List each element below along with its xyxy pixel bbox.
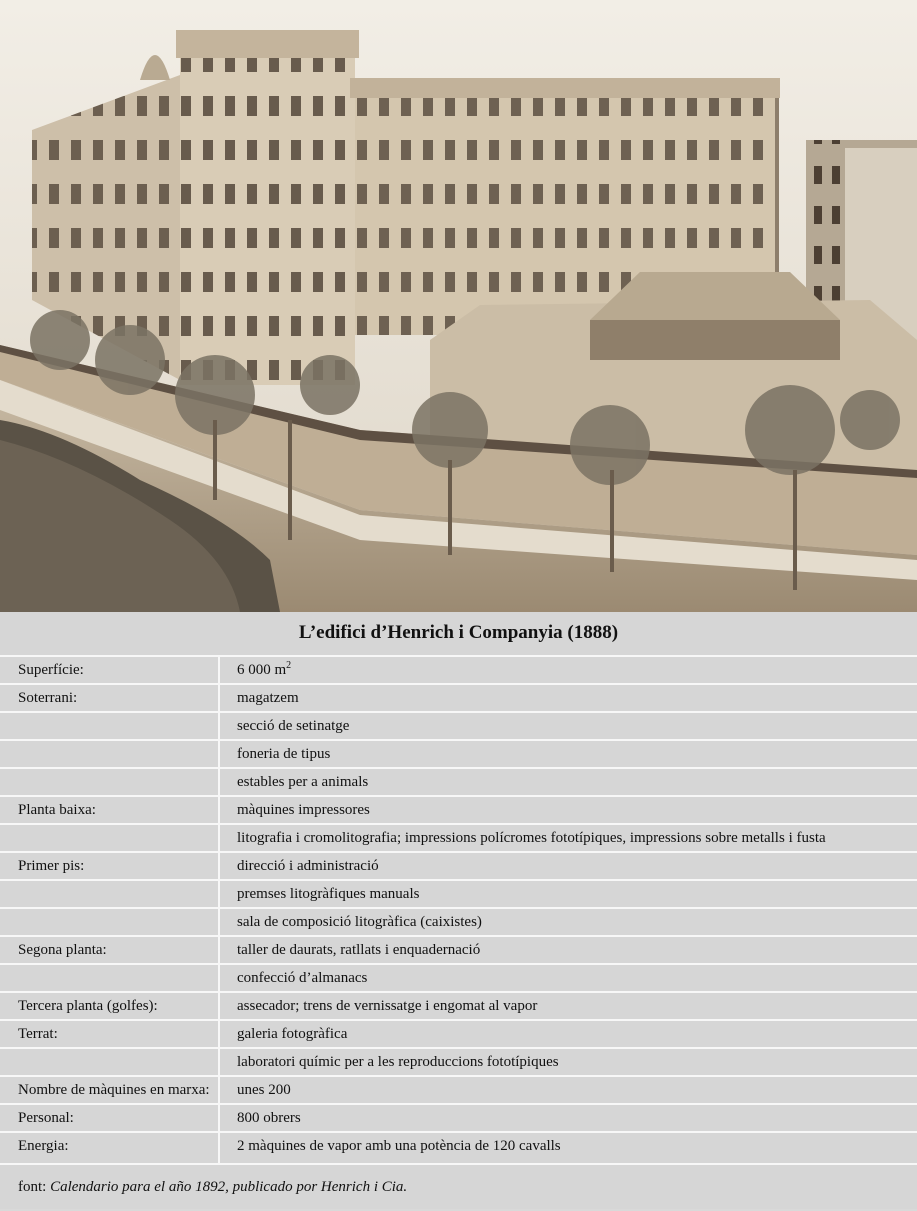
row-value-text: magatzem [237,690,299,706]
table-row [0,1019,917,1047]
table-row [0,991,917,1019]
row-label: Nombre de màquines en marxa: [18,1082,210,1098]
source-title: Calendario para el año 1892, publicado por Henrich i Cia. [50,1179,408,1195]
row-value-text: foneria de tipus [237,746,331,762]
row-value-text: unes 200 [237,1082,291,1098]
row-value-text: galeria fotogràfica [237,1026,348,1042]
table-row [0,795,917,823]
row-value-text: litografia i cromolitografia; impressions polícromes fototípiques, impressions sobre metalls i fusta [237,830,826,846]
row-value-text: direcció i administració [237,858,379,874]
table-row [0,963,917,991]
row-label [0,1047,218,1075]
table-row [0,851,917,879]
table-row [0,655,917,683]
table-row [0,935,917,963]
table-row [0,711,917,739]
row-value-text: 2 màquines de vapor amb una potència de 120 cavalls [237,1138,561,1154]
row-label: Primer pis: [18,858,85,874]
row-value [237,739,330,767]
table-row [0,1103,917,1131]
row-value [237,795,370,823]
row-value [237,907,482,935]
row-label [0,739,218,767]
row-value-text: 800 obrers [237,1110,301,1126]
row-value [237,1131,561,1159]
row-value [237,823,826,851]
row-value [237,991,537,1019]
table-row [0,1131,917,1159]
source-note [18,1163,407,1209]
row-label: Terrat: [18,1026,58,1042]
row-value-text: 6 000 m [237,662,287,678]
row-value-text: confecció d’almanacs [237,970,368,986]
row-value [237,963,367,991]
row-value-text: premses litogràfiques manuals [237,886,420,902]
source-prefix: font: [18,1179,51,1195]
row-label [0,963,218,991]
row-value-text: estables per a animals [237,774,369,790]
row-value [237,879,419,907]
building-facts-table [0,655,917,1159]
row-label: Soterrani: [18,690,78,706]
row-value [237,1019,347,1047]
row-value-text: assecador; trens de vernissatge i engomat al vapor [237,998,538,1014]
row-value [237,1075,291,1103]
table-row [0,823,917,851]
row-value [237,683,299,711]
table-row [0,1047,917,1075]
row-label: Segona planta: [18,942,107,958]
row-label [0,823,218,851]
row-label [0,907,218,935]
row-label [0,879,218,907]
table-row [0,683,917,711]
unit-superscript: 2 [286,660,292,671]
row-value [237,655,291,683]
table-title: L’edifici d’Henrich i Companyia (1888) [298,622,619,643]
table-row [0,907,917,935]
row-value [237,935,480,963]
row-label [0,711,218,739]
row-value-text: laboratori químic per a les reproduccions fototípiques [237,1054,559,1070]
row-value-text: màquines impressores [237,802,370,818]
row-label: Energia: [18,1138,69,1154]
row-value [237,851,379,879]
table-row [0,767,917,795]
row-value-text: sala de composició litogràfica (caixistes) [237,914,482,930]
table-row [0,1075,917,1103]
row-value [237,767,368,795]
row-value-text: secció de setinatge [237,718,350,734]
row-label: Superfície: [18,662,84,678]
row-value-text: taller de daurats, ratllats i enquadernació [237,942,481,958]
table-row [0,739,917,767]
row-label: Planta baixa: [18,802,96,818]
table-row [0,879,917,907]
row-value [237,711,349,739]
row-value [237,1047,559,1075]
row-label: Tercera planta (golfes): [18,998,158,1014]
row-label: Personal: [18,1110,74,1126]
row-value [237,1103,301,1131]
row-label [0,767,218,795]
